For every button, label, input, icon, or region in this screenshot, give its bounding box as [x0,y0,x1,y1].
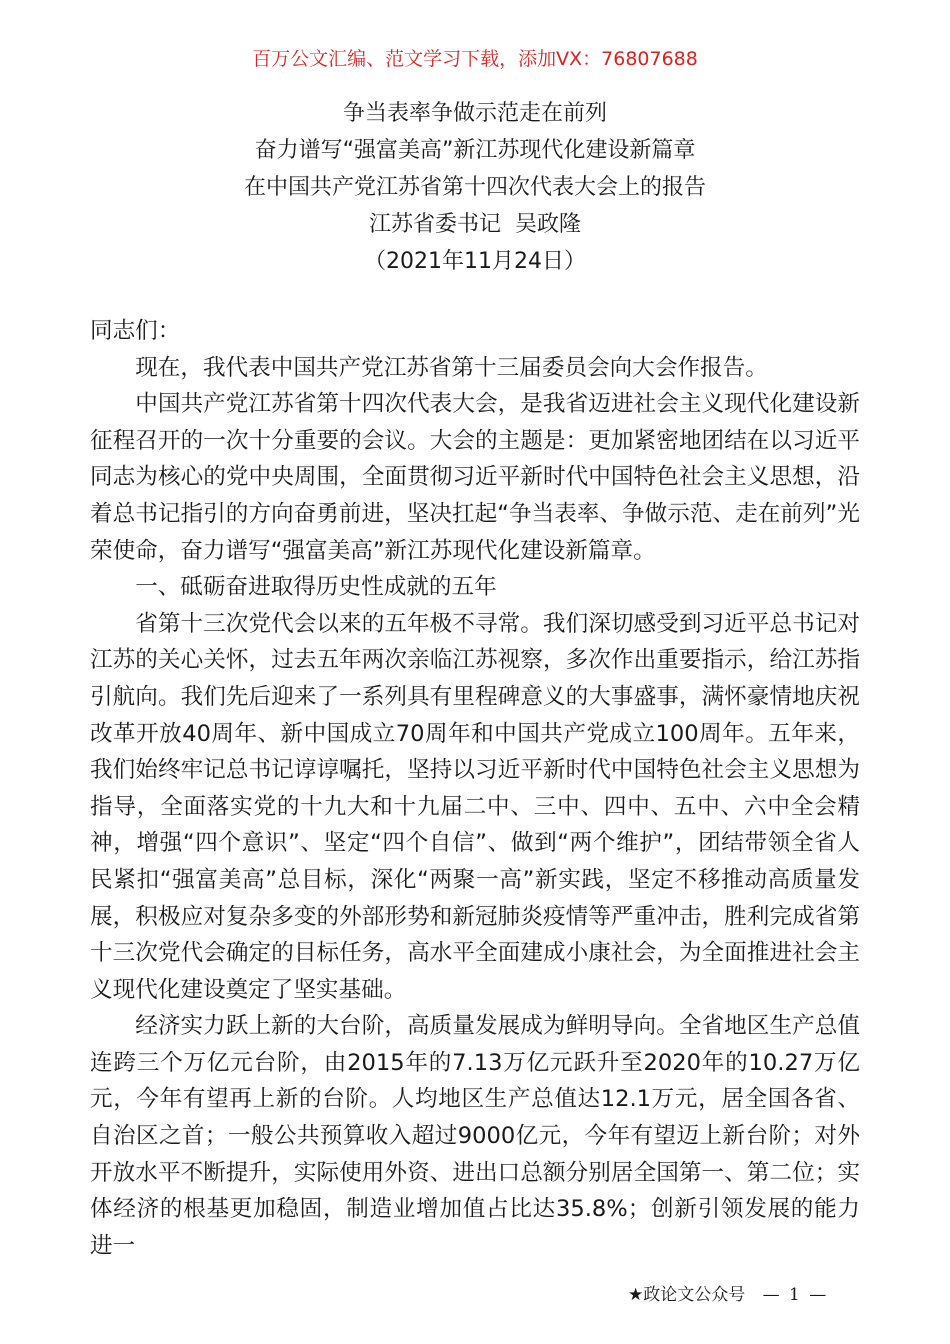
paragraph: 省第十三次党代会以来的五年极不寻常。我们深切感受到习近平总书记对江苏的关心关怀，过去五年两次亲临江苏视察，多次作出重要指示，给江苏指引航向。我们先后迎来了一系列具有里程碑意义的大事盛事，满怀豪情地庆祝改革开放40周年、新中国成立70周年和中国共产党成立100周年。五年来，我们始终牢记总书记谆谆嘱托，坚持以习近平新时代中国特色社会主义思想为指导，全面落实党的十九大和十九届二中、三中、四中、五中、六中全会精神，增强“四个意识”、坚定“四个自信”、做到“两个维护”，团结带领全省人民紧扣“强富美高”总目标，深化“两聚一高”新实践，坚定不移推动高质量发展，积极应对复杂多变的外部形势和新冠肺炎疫情等严重冲击，胜利完成省第十三次党代会确定的目标任务，高水平全面建成小康社会，为全面推进社会主义现代化建设奠定了坚实基础。 [90,610,860,1003]
paragraph: 现在，我代表中国共产党江苏省第十三届委员会向大会作报告。 [135,354,768,381]
title-line-main: 争当表率争做示范走在前列 [342,101,607,126]
page-number: — 1 — [762,1285,829,1305]
document-title-block [0,95,950,280]
watermark-banner: 百万公文汇编、范文学习下载，添加VX：76807688 [252,48,698,70]
paragraph: 经济实力跃上新的大台阶，高质量发展成为鲜明导向。全省地区生产总值连跨三个万亿元台阶，由2015年的7.13万亿元跃升至2020年的10.27万亿元，今年有望再上新的台阶。人均地区生产总值达12.1万元，居全国各省、自治区之首；一般公共预算收入超过9000亿元，今年有望迈上新台阶；对外开放水平不断提升，实际使用外资、进出口总额分别居全国第一、第二位；实体经济的根基更加稳固，制造业增加值占比达35.8%；创新引领发展的能力进一 [90,1013,860,1259]
section-heading: 一、砥砺奋进取得历史性成就的五年 [135,574,497,601]
paragraph: 中国共产党江苏省第十四次代表大会，是我省迈进社会主义现代化建设新征程召开的一次十分重要的会议。大会的主题是：更加紧密地团结在以习近平同志为核心的党中央周围，全面贯彻习近平新时代中国特色社会主义思想，沿着总书记指引的方向奋勇前进，坚决扛起“争当表率、争做示范、走在前列”光荣使命，奋力谱写“强富美高”新江苏现代化建设新篇章。 [90,391,860,564]
salutation: 同志们： [90,318,181,344]
title-line-author: 江苏省委书记 吴政隆 [369,212,581,237]
title-line-date: （2021年11月24日） [364,249,586,274]
title-line-subtitle: 奋力谱写“强富美高”新江苏现代化建设新篇章 [254,138,696,163]
title-line-occasion: 在中国共产党江苏省第十四次代表大会上的报告 [243,175,706,200]
document-body [90,313,860,1264]
page-footer [628,1280,828,1310]
footer-source-label: ★政论文公众号 [628,1285,746,1305]
